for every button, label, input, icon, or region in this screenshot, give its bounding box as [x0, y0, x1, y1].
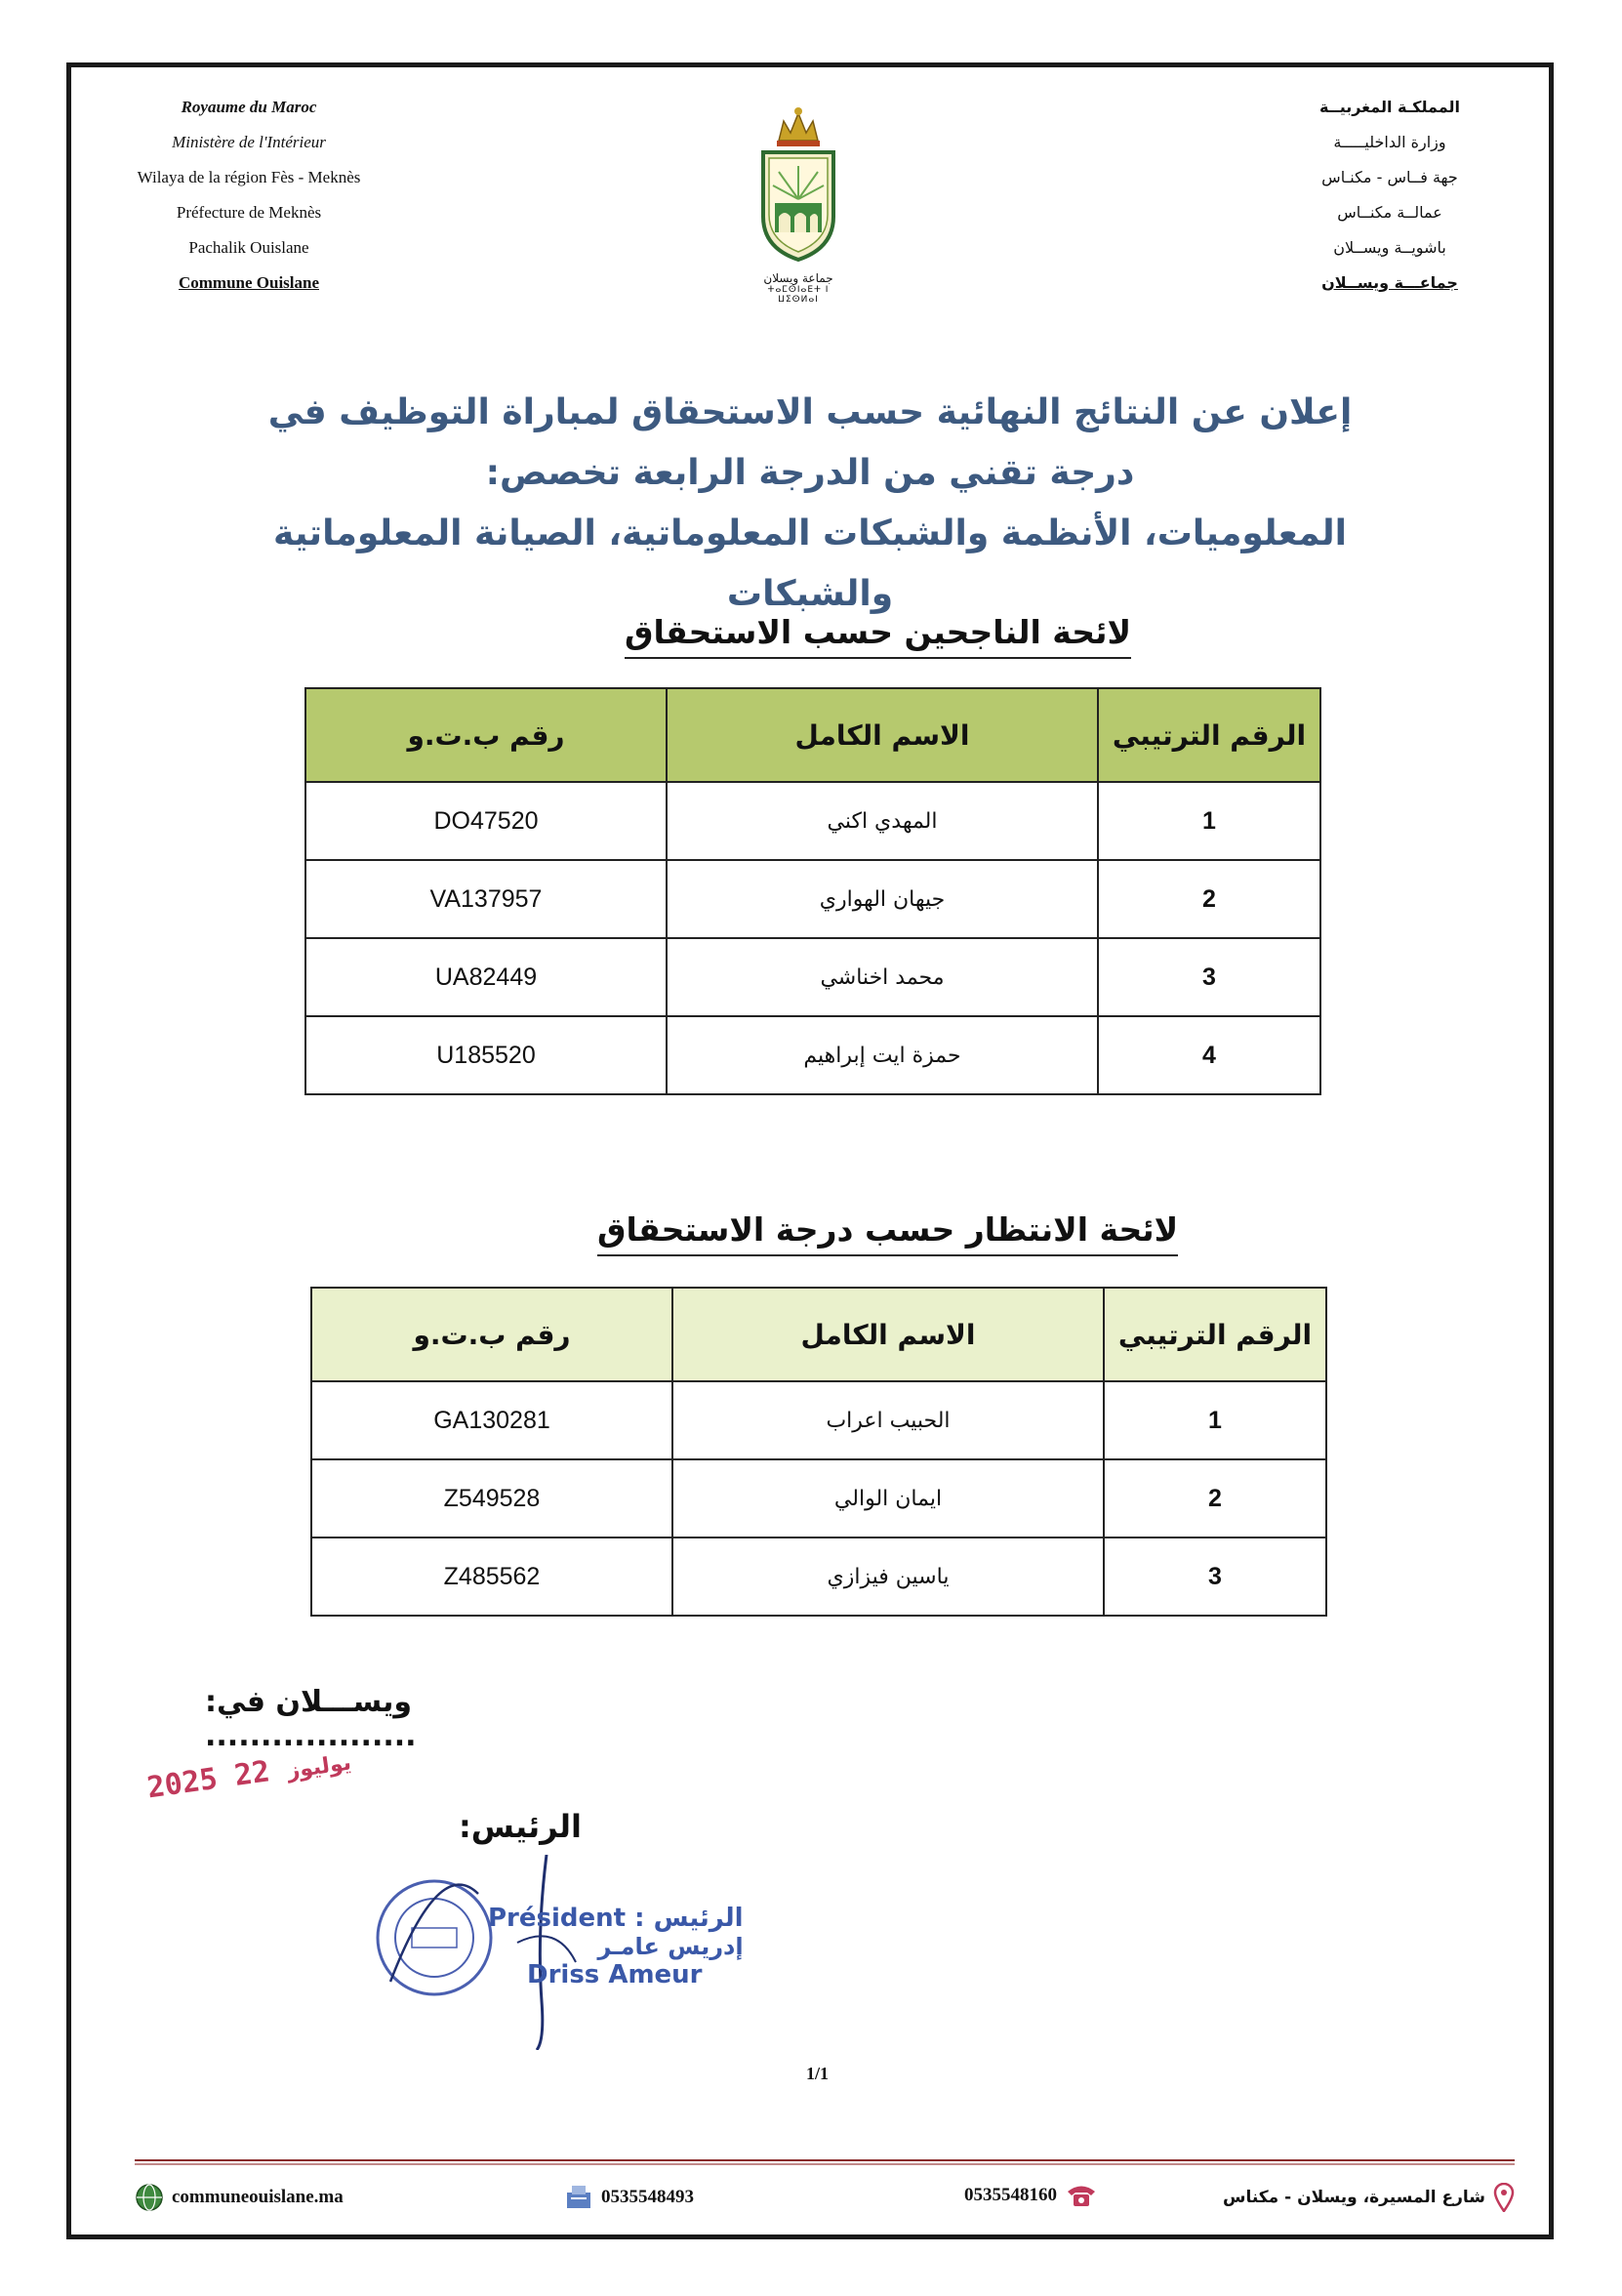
header-line-prefecture-ar: عمالــة مكنــاس [1337, 203, 1442, 222]
waiting-table [310, 1287, 1327, 1617]
header-line-ministry: Ministère de l'Intérieur [172, 133, 326, 151]
phone-number: 0535548160 [964, 2185, 1057, 2205]
president-label: الرئيس: [459, 1808, 582, 1845]
name-cell: ياسين فيزازي [672, 1538, 1104, 1616]
id-cell: GA130281 [311, 1381, 672, 1459]
signature-text [488, 1904, 744, 1989]
emblem-caption: جماعة ويسلان [763, 271, 833, 285]
footer-divider [135, 2159, 1515, 2167]
page-number: 1/1 [806, 2064, 830, 2083]
phone-icon [1065, 2183, 1098, 2208]
globe-icon [135, 2183, 164, 2212]
name-cell: محمد اخناشي [667, 938, 1098, 1016]
emblem-icon [750, 102, 847, 267]
table-row [305, 938, 1320, 1016]
table-row [305, 860, 1320, 938]
table-row [311, 1459, 1326, 1538]
signature-block [361, 1855, 751, 2060]
fax-number: 0535548493 [601, 2187, 694, 2207]
address-text: شارع المسيرة، ويسلان - مكناس [1222, 2188, 1485, 2207]
header-name: الاسم الكامل [672, 1288, 1104, 1381]
table-row [311, 1381, 1326, 1459]
footer-phone [964, 2183, 1098, 2208]
header-line-prefecture: Préfecture de Meknès [176, 203, 322, 222]
header-line-ministry-ar: وزارة الداخليـــــة [1333, 133, 1446, 151]
footer [135, 2177, 1515, 2226]
footer-fax [564, 2183, 694, 2212]
date-stamp-month: يوليوز [285, 1750, 353, 1784]
id-cell: DO47520 [305, 782, 667, 860]
footer-website[interactable] [135, 2183, 344, 2212]
name-cell: حمزة ايت إبراهيم [667, 1016, 1098, 1094]
header-line-commune: Commune Ouislane [178, 273, 320, 292]
date-stamp-day: 22 [232, 1754, 272, 1793]
header-rank: الرقم الترتيبي [1104, 1288, 1326, 1381]
name-cell: الحبيب اعراب [672, 1381, 1104, 1459]
table-row [311, 1538, 1326, 1616]
waiting-title: لائحة الانتظار حسب درجة الاستحقاق [597, 1210, 1178, 1256]
fax-icon [564, 2183, 593, 2212]
winners-table [304, 687, 1321, 1095]
place-date-line: ويســـلان في: ................... [205, 1685, 417, 1753]
table-row [305, 782, 1320, 860]
location-pin-icon [1493, 2183, 1515, 2212]
table-header-row [311, 1288, 1326, 1381]
header-id: رقم ب.ت.و [305, 688, 667, 782]
header-name: الاسم الكامل [667, 688, 1098, 782]
rank-cell: 3 [1098, 938, 1320, 1016]
date-stamp-year: 2025 [144, 1761, 221, 1806]
header-line-kingdom: Royaume du Maroc [181, 98, 317, 116]
winners-title: لائحة الناجحين حسب الاستحقاق [625, 613, 1131, 659]
header-id: رقم ب.ت.و [311, 1288, 672, 1381]
header-line-wilaya: Wilaya de la région Fès - Meknès [137, 168, 361, 186]
signature-title: Président : الرئيس [488, 1904, 744, 1933]
header-line-pachalik-ar: باشويــة ويســلان [1333, 238, 1446, 257]
emblem-caption-tifinagh: ⵜⴰⵎⵙⵏⴰⴹⵜ ⵏ ⵡⵉⵙⵍⴰⵏ [767, 285, 830, 305]
official-seal-icon [371, 1874, 498, 2001]
header-line-commune-ar: جماعـــة ويســلان [1321, 273, 1458, 292]
id-cell: Z549528 [311, 1459, 672, 1538]
rank-cell: 2 [1104, 1459, 1326, 1538]
name-cell: جيهان الهواري [667, 860, 1098, 938]
id-cell: UA82449 [305, 938, 667, 1016]
footer-address [1223, 2183, 1515, 2212]
rank-cell: 2 [1098, 860, 1320, 938]
rank-cell: 4 [1098, 1016, 1320, 1094]
header-rank: الرقم الترتيبي [1098, 688, 1320, 782]
title-line-1: إعلان عن النتائج النهائية حسب الاستحقاق لمباراة التوظيف في درجة تقني من الدرجة الرابعة تخصص: [267, 392, 1353, 493]
header-arabic [1263, 90, 1517, 301]
signature-name-fr: Driss Ameur [527, 1960, 703, 1989]
rank-cell: 3 [1104, 1538, 1326, 1616]
header-line-kingdom-ar: المملكـة المغربيــة [1319, 98, 1460, 116]
name-cell: المهدي اكني [667, 782, 1098, 860]
commune-emblem [750, 102, 847, 305]
header-french [107, 90, 390, 301]
name-cell: ايمان الوالي [672, 1459, 1104, 1538]
title-line-2: المعلوميات، الأنظمة والشبكات المعلوماتية، الصيانة المعلوماتية والشبكات [273, 513, 1347, 614]
table-header-row [305, 688, 1320, 782]
header-line-region-ar: جهة فــاس - مكنـاس [1321, 168, 1458, 186]
signature-name-ar: إدريس عامـر [597, 1933, 744, 1960]
header-line-pachalik: Pachalik Ouislane [188, 238, 309, 257]
id-cell: Z485562 [311, 1538, 672, 1616]
table-row [305, 1016, 1320, 1094]
id-cell: VA137957 [305, 860, 667, 938]
rank-cell: 1 [1104, 1381, 1326, 1459]
website-text: communeouislane.ma [172, 2187, 344, 2207]
id-cell: U185520 [305, 1016, 667, 1094]
document-title [224, 383, 1396, 625]
rank-cell: 1 [1098, 782, 1320, 860]
